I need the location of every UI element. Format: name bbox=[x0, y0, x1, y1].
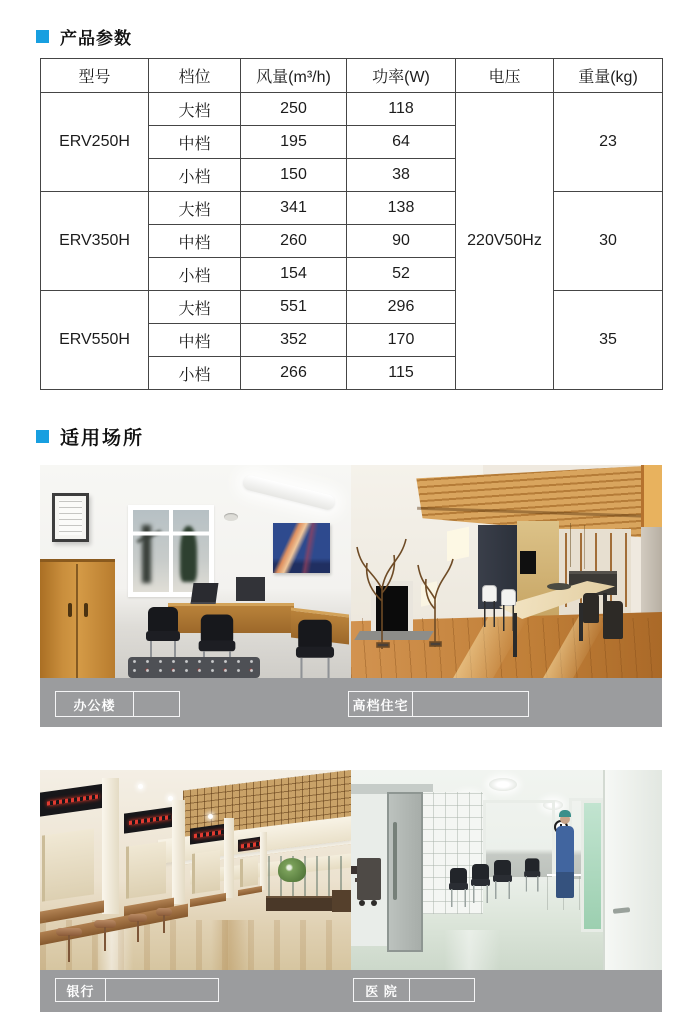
col-header-gear: 档位 bbox=[149, 59, 241, 93]
section-header-scenes bbox=[36, 423, 144, 450]
col-header-voltage: 电压 bbox=[456, 59, 554, 93]
corner-window bbox=[641, 465, 662, 527]
scene-label-bank bbox=[55, 978, 219, 1002]
photo-office-interior bbox=[40, 465, 351, 678]
cell-model: ERV250H bbox=[41, 93, 149, 192]
cell-gear: 大档 bbox=[149, 192, 241, 225]
cell-weight: 23 bbox=[554, 93, 663, 192]
cell-gear: 小档 bbox=[149, 357, 241, 390]
scene-panel-2 bbox=[40, 770, 662, 1012]
cell-power: 115 bbox=[347, 357, 456, 390]
wall-certificate bbox=[52, 493, 89, 542]
cell-gear: 大档 bbox=[149, 93, 241, 126]
cell-gear: 大档 bbox=[149, 291, 241, 324]
cell-gear: 中档 bbox=[149, 225, 241, 258]
cell-power: 64 bbox=[347, 126, 456, 159]
vinyl-floor bbox=[351, 930, 662, 970]
cell-power: 118 bbox=[347, 93, 456, 126]
wall-painting bbox=[273, 523, 330, 573]
cell-power: 170 bbox=[347, 324, 456, 357]
waiting-chair bbox=[471, 864, 490, 904]
floor-rug bbox=[128, 657, 260, 678]
flower-arrangement bbox=[278, 858, 306, 882]
cell-airflow: 260 bbox=[241, 225, 347, 258]
photo-hospital-room bbox=[351, 770, 662, 970]
cell-gear: 小档 bbox=[149, 258, 241, 291]
table-row bbox=[41, 192, 663, 225]
counter-stool bbox=[128, 914, 147, 944]
cell-gear: 中档 bbox=[149, 126, 241, 159]
cell-gear: 中档 bbox=[149, 324, 241, 357]
cell-airflow: 352 bbox=[241, 324, 347, 357]
spec-table bbox=[40, 58, 663, 390]
photo-bank-hall bbox=[40, 770, 351, 970]
cell-power: 296 bbox=[347, 291, 456, 324]
cell-weight: 30 bbox=[554, 192, 663, 291]
dome-light bbox=[489, 778, 517, 791]
scene-label-text: 办公楼 bbox=[56, 692, 134, 716]
scene-label-residence bbox=[348, 691, 529, 717]
dining-chair bbox=[482, 585, 497, 629]
sliding-door bbox=[387, 792, 423, 952]
scene-panel-1 bbox=[40, 465, 662, 727]
counter-stool bbox=[156, 908, 172, 934]
scene-label-text: 银行 bbox=[56, 979, 106, 1001]
cell-airflow: 154 bbox=[241, 258, 347, 291]
cell-power: 138 bbox=[347, 192, 456, 225]
col-header-power: 功率(W) bbox=[347, 59, 456, 93]
ceiling-vent bbox=[224, 513, 238, 521]
photo-residence-interior bbox=[351, 465, 662, 678]
table-header-row bbox=[41, 59, 663, 93]
branch-decor bbox=[353, 531, 411, 649]
scene-label-text: 高档住宅 bbox=[349, 692, 413, 716]
scene-label-text: 医 院 bbox=[354, 979, 410, 1001]
cell-airflow: 266 bbox=[241, 357, 347, 390]
section-bullet-icon bbox=[36, 30, 49, 43]
cell-voltage: 220V50Hz bbox=[456, 93, 554, 390]
cell-airflow: 195 bbox=[241, 126, 347, 159]
dining-chair bbox=[603, 601, 623, 639]
medical-cart bbox=[357, 858, 381, 900]
cell-airflow: 250 bbox=[241, 93, 347, 126]
waiting-chair bbox=[493, 860, 512, 900]
cell-model: ERV350H bbox=[41, 192, 149, 291]
waiting-chair bbox=[524, 858, 537, 885]
counter-stool bbox=[94, 920, 116, 954]
office-chair bbox=[296, 620, 334, 678]
cell-gear: 小档 bbox=[149, 159, 241, 192]
caption-bar bbox=[40, 970, 662, 1012]
wall-tv bbox=[520, 551, 536, 574]
monitor bbox=[236, 577, 265, 601]
cell-power: 52 bbox=[347, 258, 456, 291]
section-header-params bbox=[36, 24, 132, 49]
section-title: 产品参数 bbox=[60, 29, 132, 48]
cell-model: ERV550H bbox=[41, 291, 149, 390]
green-door bbox=[581, 800, 604, 932]
section-title: 适用场所 bbox=[60, 428, 145, 449]
col-header-weight: 重量(kg) bbox=[554, 59, 663, 93]
cell-weight: 35 bbox=[554, 291, 663, 390]
waiting-bench bbox=[266, 896, 336, 911]
pendant-lamp bbox=[570, 523, 571, 567]
cell-power: 90 bbox=[347, 225, 456, 258]
scene-label-office bbox=[55, 691, 180, 717]
cell-airflow: 150 bbox=[241, 159, 347, 192]
waiting-bench bbox=[332, 890, 351, 912]
section-bullet-icon bbox=[36, 430, 49, 443]
caption-bar bbox=[40, 678, 662, 727]
dining-chair bbox=[583, 593, 599, 623]
cell-airflow: 551 bbox=[241, 291, 347, 324]
laptop bbox=[191, 583, 219, 604]
dining-chair bbox=[501, 589, 516, 633]
table-row bbox=[41, 93, 663, 126]
scene-label-hospital bbox=[353, 978, 475, 1002]
photo-row bbox=[40, 465, 662, 678]
col-header-airflow: 风量(m³/h) bbox=[241, 59, 347, 93]
ceiling-light bbox=[242, 474, 337, 511]
photo-row bbox=[40, 770, 662, 970]
waiting-chair bbox=[449, 868, 468, 908]
cell-power: 38 bbox=[347, 159, 456, 192]
counter-stool bbox=[56, 928, 82, 966]
nurse-standing bbox=[556, 826, 574, 898]
table-bowl bbox=[547, 583, 571, 590]
table-row bbox=[41, 291, 663, 324]
col-header-model: 型号 bbox=[41, 59, 149, 93]
cell-airflow: 341 bbox=[241, 192, 347, 225]
branch-decor bbox=[413, 551, 457, 647]
